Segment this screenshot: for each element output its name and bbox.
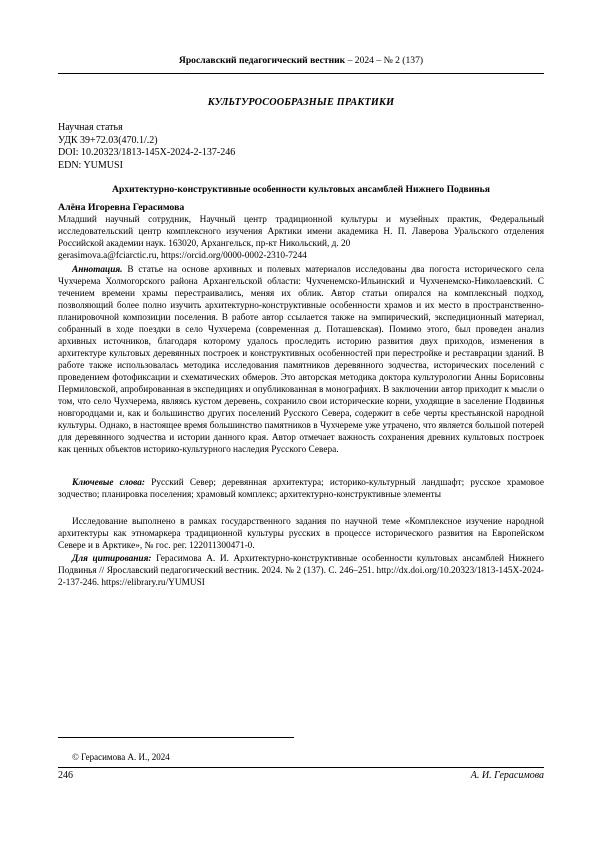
article-meta bbox=[58, 122, 235, 172]
citation bbox=[58, 553, 544, 589]
page-number: 246 bbox=[58, 770, 73, 781]
edn: EDN: YUMUSI bbox=[58, 159, 123, 171]
keywords bbox=[58, 477, 544, 501]
udk-code: УДК 39+72.03(470.1/.2) bbox=[58, 134, 158, 146]
author-contacts: gerasimova.a@fciarctic.ru, https://orcid.org/0000-0002-2310-7244 bbox=[58, 251, 307, 261]
funding-note: Исследование выполнено в рамках государственного задания по научной теме «Комплексное изучение народной архитектуры как этномаркера традиционной культуры русских в процессе исторического развития на Европейском Севере и в Арктике», № гос. рег. 122011300471-0. bbox=[58, 517, 544, 551]
header-divider bbox=[58, 73, 544, 74]
keywords-text: Русский Север; деревянная архитектура; историко-культурный ландшафт; русское храмовое зодчество; планировка поселения; храмовый комплекс; архитектурно-конструктивные элементы bbox=[58, 478, 544, 500]
affiliation-text: Младший научный сотрудник, Научный центр традиционной культуры и музейных практик, Федеральный исследовательский центр комплексного изучения Арктики имени академика Н. П. Лаверова Уральского отделения Российской академии наук. 163020, Архангельск, пр-кт Никольский, д. 20 bbox=[58, 215, 544, 249]
doi: DOI: 10.20323/1813-145X-2024-2-137-246 bbox=[58, 147, 236, 159]
keywords-label: Ключевые слова: bbox=[72, 478, 146, 488]
footnote-divider bbox=[58, 737, 294, 738]
issue-info: – 2024 – № 2 (137) bbox=[345, 55, 424, 66]
author-name: Алёна Игоревна Герасимова bbox=[58, 202, 185, 213]
footer-author: А. И. Герасимова bbox=[470, 770, 544, 781]
footer-divider bbox=[58, 767, 544, 768]
running-head bbox=[58, 55, 544, 66]
author-affiliation bbox=[58, 214, 544, 262]
article-title: Архитектурно-конструктивные особенности культовых ансамблей Нижнего Подвинья bbox=[112, 184, 490, 195]
abstract-text: В статье на основе архивных и полевых материалов исследованы два погоста исторического села Чухчерема Холмогорского района Архангельской области: Чухченемско-Ильинский и Чухченемско-Николаевский. С течением времени храмы перестраивались, меняя их облик. Автор статьи опирался на комплексный подход, позволяющий более полно изучить архитектурно-конструктивные особенности храмов и их место в пространственно-планировочной композиции поселения. В работе автор ссылается также на эмпирический, экспедиционный материал, собранный в ходе поездки в село Чухчерема (современная д. Поташевская). Помимо этого, был проведен анализ архивных источников, благодаря которому удалось проследить историю развития двух приходов, изменения в архитектуре культовых деревянных построек и конструктивных особенностей при перестройке и реставрации зданий. В работе также использовалась методика исследования памятников деревянного зодчества, исторических поселений с проведением фотофиксации и схематических обмеров. Это авторская методика доктора культурологии Анны Борисовны Пермиловской, апробированная в экспедициях и опубликованная в монографиях. В заключении автор приходит к мысли о том, что село Чухчерема, являясь кустом деревень, сохранило свои исторические корни, уходящие в заселение Подвинья новгородцами и, как и большинство других поселений Русского Севера, содержит в себе черты крестьянской народной культуры. Однако, в настоящее время большинство памятников в Чухчереме уже утрачено, что является большой потерей для деревянного зодчества и истории данного края. Автор отмечает важность сохранения древних культовых построек как ценных объектов историко-культурного наследия Русского Севера. bbox=[58, 265, 544, 455]
journal-name: Ярославский педагогический вестник bbox=[178, 55, 346, 66]
citation-label: Для цитирования: bbox=[72, 554, 152, 564]
abstract-label: Аннотация. bbox=[72, 265, 123, 275]
copyright-footnote: © Герасимова А. И., 2024 bbox=[72, 752, 170, 762]
section-title: КУЛЬТУРОСООБРАЗНЫЕ ПРАКТИКИ bbox=[207, 97, 395, 108]
article-page bbox=[58, 0, 544, 848]
citation-text: Герасимова А. И. Архитектурно-конструктивные особенности культовых ансамблей Нижнего Подвинья // Ярославский педагогический вестник. 2024. № 2 (137). С. 246–251. http://dx.doi.org/10.20323/1813-145X-2024-2-137-246. https://elibrary.ru/YUMUSI bbox=[58, 554, 544, 588]
abstract bbox=[58, 264, 544, 456]
article-type: Научная статья bbox=[58, 122, 123, 133]
